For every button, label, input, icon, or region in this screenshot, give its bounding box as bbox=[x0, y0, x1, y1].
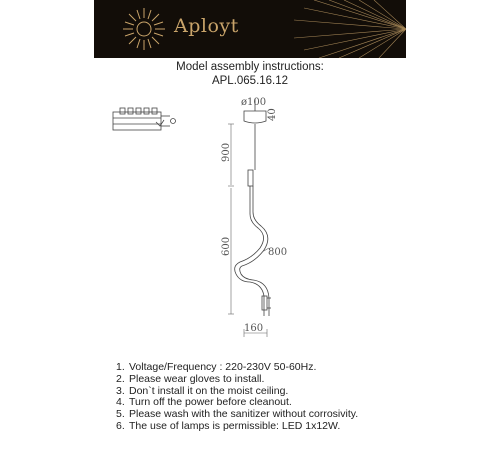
model-number: APL.065.16.12 bbox=[211, 75, 289, 87]
width-label: 160 bbox=[244, 323, 264, 334]
instructions-list bbox=[116, 362, 358, 433]
lamp-body bbox=[235, 170, 271, 316]
tube-length-label: 800 bbox=[268, 247, 288, 258]
instructions-title: Model assembly instructions: bbox=[176, 61, 324, 73]
instruction-item: 2. Please wear gloves to install. bbox=[116, 372, 265, 385]
instruction-item: 3. Don`t install it on the moist ceiling. bbox=[116, 384, 289, 397]
cable-length-label: 900 bbox=[221, 142, 232, 162]
body-length-label: 600 bbox=[221, 236, 232, 256]
instruction-item: 1. Voltage/Frequency : 220-230V 50-60Hz. bbox=[116, 361, 317, 373]
instruction-item: 6. The use of lamps is permissible: LED 1x12W. bbox=[116, 419, 341, 432]
instruction-item: 5. Please wash with the sanitizer without corrosivity. bbox=[116, 408, 359, 421]
terminal-block-icon bbox=[113, 108, 176, 130]
canopy-height-label: 40 bbox=[267, 108, 278, 121]
canopy-diameter-label: ø100 bbox=[241, 97, 267, 108]
brand-name: Aployt bbox=[174, 15, 239, 37]
instruction-item: 4. Turn off the power before cleanout. bbox=[116, 396, 292, 409]
